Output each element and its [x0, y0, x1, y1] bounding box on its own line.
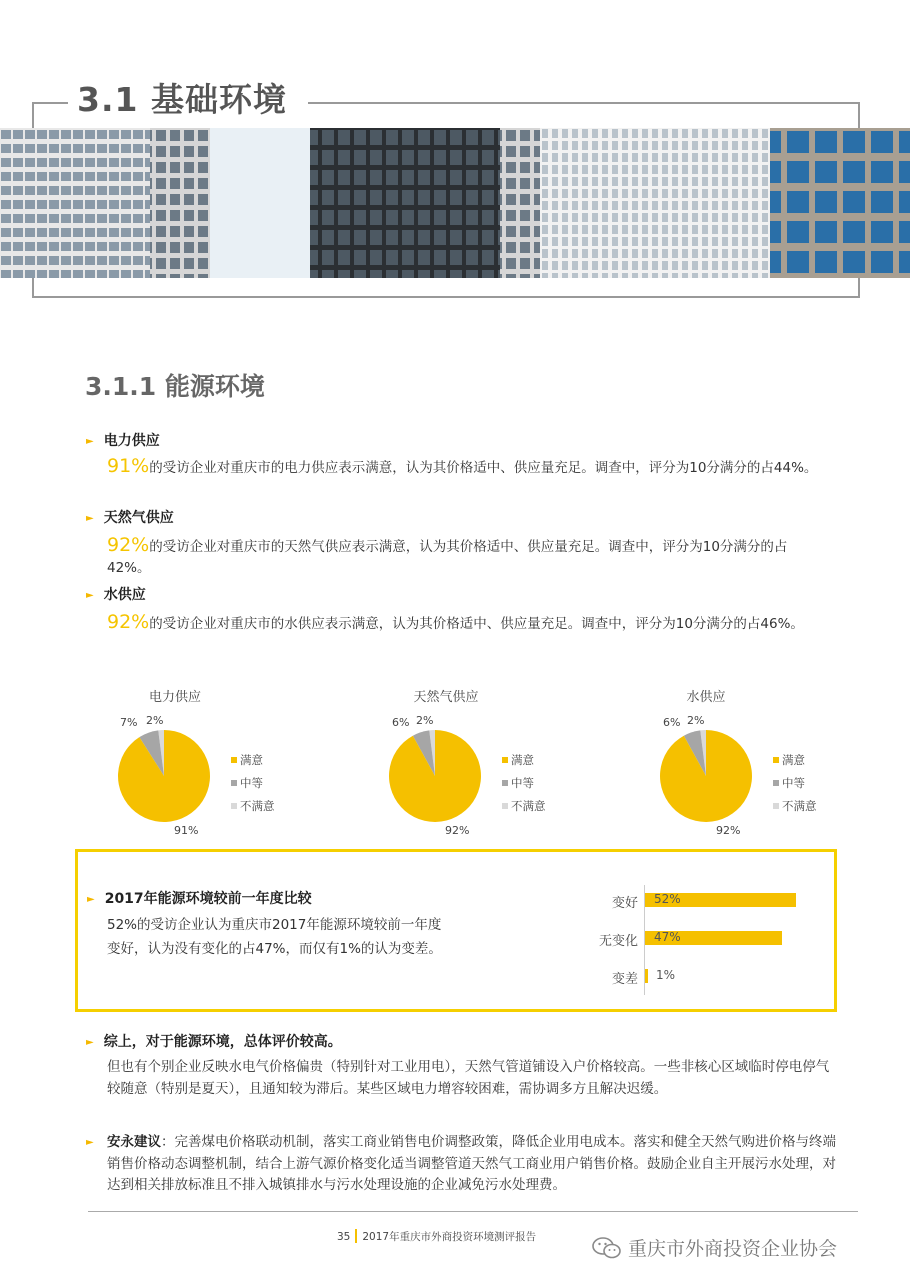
legend-swatch — [231, 757, 237, 763]
summary-text: 但也有个别企业反映水电气价格偏贵（特别针对工业用电），天然气管道铺设入户价格较高。一些非核心区域临时停电停气较随意（特别是夏天），且通知较为滞后。某些区域电力增容较困难，需协调多方且解决迟缓。 — [107, 1059, 830, 1097]
bar-value-label: 47% — [654, 930, 681, 944]
footer-rule — [88, 1211, 858, 1212]
pie-title: 水供应 — [686, 690, 726, 705]
triangle-bullet-icon: ► — [86, 513, 94, 524]
pie-slice-满意 — [118, 730, 210, 822]
pie-svg — [114, 726, 214, 826]
watermark — [592, 1234, 837, 1261]
pie-slice-满意 — [660, 730, 752, 822]
pie-label-low: 2% — [416, 714, 434, 727]
legend-swatch — [773, 780, 779, 786]
comparison-text: 52%的受访企业认为重庆市2017年能源环境较前一年度变好，认为没有变化的占47%，而仅有1%的认为变差。 — [107, 917, 442, 957]
comparison-heading: ► 2017年能源环境较前一年度比较 — [87, 891, 312, 907]
legend-label: 不满意 — [782, 798, 817, 813]
pie-label-main: 91% — [174, 824, 199, 837]
pie-chart-gas — [385, 686, 635, 836]
pie-label-low: 2% — [687, 714, 705, 727]
legend-label: 中等 — [782, 775, 805, 790]
advice-label: 安永建议 — [107, 1134, 161, 1150]
comparison-bar-chart — [578, 885, 828, 995]
pie-label-low: 2% — [146, 714, 164, 727]
header-rule-right — [308, 102, 858, 104]
pie-legend — [231, 748, 275, 817]
item-water-text: 92%的受访企业对重庆市的水供应表示满意，认为其价格适中、供应量充足。调查中，评分为10分满分的占46%。 — [107, 611, 804, 633]
legend-label: 中等 — [240, 775, 263, 790]
legend-swatch — [773, 803, 779, 809]
triangle-bullet-icon: ► — [86, 1037, 94, 1048]
legend-label: 满意 — [782, 752, 805, 767]
pie-label-mid: 6% — [392, 716, 410, 729]
bar-category-label: 无变化 — [598, 934, 638, 949]
report-title: 2017年重庆市外商投资环境测评报告 — [362, 1231, 537, 1243]
section-title: 3.1 基础环境 — [77, 80, 287, 119]
pie-svg — [656, 726, 756, 826]
subsection-title: 3.1.1 能源环境 — [85, 372, 265, 401]
legend-label: 不满意 — [511, 798, 546, 813]
legend-swatch — [231, 780, 237, 786]
item-gas-text: 92%的受访企业对重庆市的天然气供应表示满意，认为其价格适中、供应量充足。调查中，评分为10分满分的占42%。 — [107, 534, 788, 576]
advice-paragraph — [86, 1132, 836, 1197]
bar-变差 — [645, 969, 648, 983]
pie-label-main: 92% — [445, 824, 470, 837]
legend-label: 不满意 — [240, 798, 275, 813]
item-electricity-text: 91%的受访企业对重庆市的电力供应表示满意，认为其价格适中、供应量充足。调查中，评分为10分满分的占44%。 — [107, 455, 818, 477]
legend-swatch — [502, 757, 508, 763]
page-number: 35 — [337, 1231, 351, 1243]
footer — [337, 1229, 536, 1244]
legend-swatch — [502, 780, 508, 786]
item-water-heading: ► 水供应 — [86, 587, 146, 603]
legend-label: 满意 — [240, 752, 263, 767]
legend-swatch — [502, 803, 508, 809]
pie-label-main: 92% — [716, 824, 741, 837]
pie-label-mid: 6% — [663, 716, 681, 729]
legend-swatch — [773, 757, 779, 763]
pie-label-mid: 7% — [120, 716, 138, 729]
watermark-text: 重庆市外商投资企业协会 — [628, 1238, 838, 1260]
triangle-bullet-icon: ► — [86, 436, 94, 447]
pie-chart-electricity — [114, 686, 364, 836]
pie-title: 天然气供应 — [413, 690, 479, 705]
item-electricity-heading: ► 电力供应 — [86, 433, 160, 449]
bar-value-label: 1% — [656, 968, 676, 982]
wechat-icon — [592, 1236, 622, 1260]
legend-swatch — [231, 803, 237, 809]
pie-legend — [502, 748, 546, 817]
pie-slice-满意 — [389, 730, 481, 822]
legend-label: 中等 — [511, 775, 534, 790]
bar-value-label: 52% — [654, 892, 681, 906]
comparison-box — [75, 849, 837, 1012]
summary-heading: ► 综上，对于能源环境，总体评价较高。 — [86, 1034, 342, 1050]
pie-svg — [385, 726, 485, 826]
item-gas-heading: ► 天然气供应 — [86, 510, 174, 526]
pie-chart-water — [656, 686, 906, 836]
pie-legend — [773, 748, 817, 817]
bar-category-label: 变好 — [611, 896, 638, 911]
frame-bottom — [32, 296, 860, 298]
legend-label: 满意 — [511, 752, 534, 767]
pie-title: 电力供应 — [148, 690, 201, 705]
triangle-bullet-icon: ► — [86, 590, 94, 601]
bar-category-label: 变差 — [611, 972, 638, 987]
advice-text: ：完善煤电价格联动机制，落实工商业销售电价调整政策，降低企业用电成本。落实和健全天然气购进价格与终端销售价格动态调整机制，结合上游气源价格变化适当调整管道天然气工商业用户销售价格。鼓励企业自主开展污水处理，对达到相关排放标准且不排入城镇排水与污水处理设施的企业减免污水处理费。 — [107, 1134, 836, 1193]
triangle-bullet-icon: ► — [86, 1137, 94, 1148]
footer-separator — [355, 1229, 357, 1243]
triangle-bullet-icon: ► — [87, 894, 95, 905]
buildings-banner — [0, 128, 910, 278]
header-rule-left — [32, 102, 68, 104]
